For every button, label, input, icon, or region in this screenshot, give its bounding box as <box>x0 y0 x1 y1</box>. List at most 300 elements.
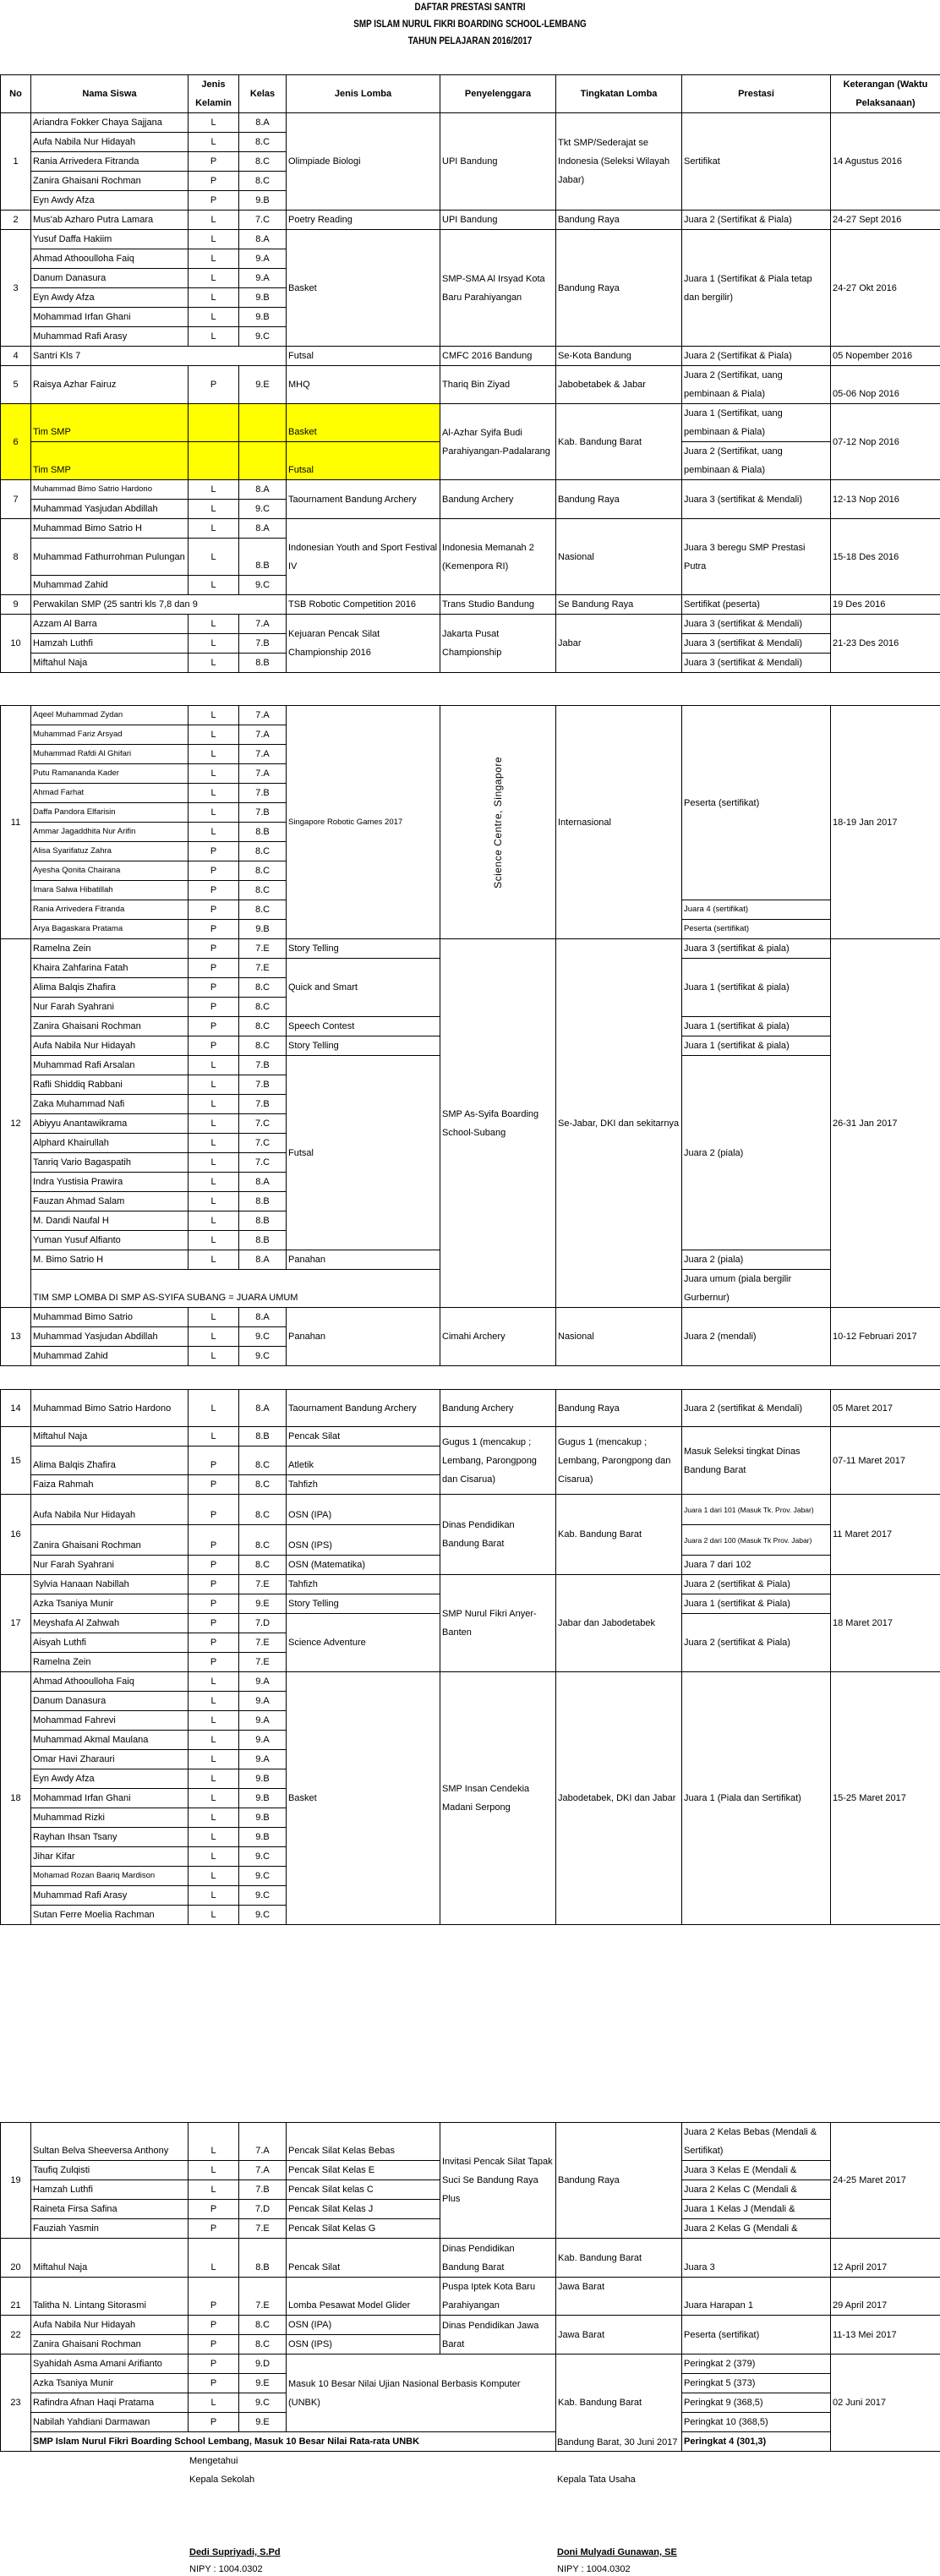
entry-no: 11 <box>1 706 31 939</box>
student-name: Alphard Khairullah <box>31 1134 189 1153</box>
student-name: Mus'ab Azharo Putra Lamara <box>31 211 189 230</box>
competition: Tahfizh <box>287 1475 440 1495</box>
achievement: Juara 1 Kelas J (Mendali & <box>682 2200 831 2219</box>
student-name: Ahmad Athooulloha Faiq <box>31 249 189 269</box>
student-name: Sultan Belva Sheeversa Anthony <box>31 2123 189 2161</box>
student-name: Ayesha Qonita Chairana <box>31 861 189 881</box>
entry-no: 6 <box>1 404 31 480</box>
student-gender: P <box>189 1525 239 1556</box>
student-gender <box>189 404 239 442</box>
student-name: Eyn Awdy Afza <box>31 1769 189 1789</box>
student-class: 9.A <box>239 1711 287 1731</box>
student-gender: P <box>189 1017 239 1036</box>
right-role: Kepala Tata Usaha <box>557 2475 636 2485</box>
student-class: 8.A <box>239 1308 287 1327</box>
student-name: Muhammad Fariz Arsyad <box>31 725 189 745</box>
entry-no: 7 <box>1 480 31 519</box>
student-class: 8.A <box>239 1173 287 1192</box>
achievement: Juara 2 Kelas Bebas (Mendali & Sertifikat) <box>682 2123 831 2161</box>
student-gender: L <box>189 725 239 745</box>
student-class: 8.A <box>239 1250 287 1270</box>
table-row <box>1 2354 940 2374</box>
student-gender: L <box>189 230 239 249</box>
student-gender: P <box>189 2335 239 2354</box>
student-name: Raineta Firsa Safina <box>31 2200 189 2219</box>
student-class: 8.C <box>239 1017 287 1036</box>
entry-no: 20 <box>1 2239 31 2278</box>
competition: Futsal <box>287 347 440 366</box>
entry-no: 17 <box>1 1575 31 1672</box>
academic-year: TAHUN PELAJARAN 2016/2017 <box>407 36 533 46</box>
student-gender: P <box>189 881 239 900</box>
organizer: Bandung Archery <box>440 1390 556 1427</box>
competition: Pencak Silat <box>287 2239 440 2278</box>
student-gender: L <box>189 2161 239 2180</box>
student-class: 9.C <box>239 500 287 519</box>
organizer: Gugus 1 (mencakup ; Lembang, Parongpong dan Cisarua) <box>440 1427 556 1495</box>
student-name: Fauziah Yasmin <box>31 2219 189 2239</box>
student-class: 8.A <box>239 519 287 539</box>
level: Kab. Bandung Barat <box>556 1495 682 1575</box>
student-gender: L <box>189 1075 239 1095</box>
date: 15-18 Des 2016 <box>831 519 940 595</box>
achievement: Juara 2 (mendali) <box>682 1308 831 1366</box>
student-class: 8.C <box>239 152 287 172</box>
student-class: 8.B <box>239 2239 287 2278</box>
competition: Story Telling <box>287 1036 440 1056</box>
student-gender: L <box>189 2393 239 2413</box>
achievement: Sertifikat (peserta) <box>682 595 831 615</box>
student-class: 9.E <box>239 2413 287 2432</box>
col-header-kelas: Kelas <box>239 75 287 113</box>
student-name: Muhammad Zahid <box>31 576 189 595</box>
competition: OSN (Matematika) <box>287 1556 440 1575</box>
competition: Tahfizh <box>287 1575 440 1594</box>
table-row <box>1 347 940 366</box>
student-class: 8.C <box>239 842 287 861</box>
student-class: 7.E <box>239 1653 287 1672</box>
student-name: Putu Ramananda Kader <box>31 764 189 784</box>
achievement: Juara 3 beregu SMP Prestasi Putra <box>682 519 831 595</box>
achievement: Sertifikat <box>682 113 831 211</box>
date: 11-13 Mei 2017 <box>831 2316 940 2354</box>
student-name: Muhammad Rizki <box>31 1808 189 1828</box>
student-class: 7.E <box>239 959 287 978</box>
student-class: 7.B <box>239 1075 287 1095</box>
student-gender: P <box>189 959 239 978</box>
achievement: Juara 1 (sertifikat & piala) <box>682 1036 831 1056</box>
student-class: 7.A <box>239 615 287 634</box>
left-nipy: NIPY : 1004.0302 <box>189 2564 263 2574</box>
student-class: 8.B <box>239 1427 287 1447</box>
competition: OSN (IPA) <box>287 2316 440 2335</box>
level: Se Bandung Raya <box>556 595 682 615</box>
entry-no: 16 <box>1 1495 31 1575</box>
student-gender: P <box>189 1594 239 1614</box>
date: 02 Juni 2017 <box>831 2354 940 2452</box>
student-class: 9.A <box>239 1692 287 1711</box>
organizer: Bandung Archery <box>440 480 556 519</box>
right-signatory <box>557 2547 677 2557</box>
achievement: Juara 2 (Sertifikat & Piala) <box>682 211 831 230</box>
achievement: Juara 1 dari 101 (Masuk Tk. Prov. Jabar) <box>682 1495 831 1525</box>
competition: Pencak Silat Kelas G <box>287 2219 440 2239</box>
student-name: Mohammad Fahrevi <box>31 1711 189 1731</box>
competition: Pencak Silat Kelas Bebas <box>287 2123 440 2161</box>
student-gender: L <box>189 1153 239 1173</box>
student-name: Alisa Syarifatuz Zahra <box>31 842 189 861</box>
student-class: 8.C <box>239 1475 287 1495</box>
right-nipy: NIPY : 1004.0302 <box>557 2564 631 2574</box>
achievement: Juara 1 (sertifikat & piala) <box>682 959 831 1017</box>
organizer: Al-Azhar Syifa Budi Parahiyangan-Padalarang <box>440 404 556 480</box>
table-row <box>1 939 940 959</box>
competition: Pencak Silat <box>287 1427 440 1447</box>
left-role: Kepala Sekolah <box>189 2475 255 2485</box>
table-row <box>1 1427 940 1447</box>
achievement: Juara 3 (sertifikat & Mendali) <box>682 634 831 654</box>
student-gender: L <box>189 1134 239 1153</box>
table-row <box>1 2123 940 2161</box>
organizer: Jakarta Pusat Championship <box>440 615 556 673</box>
organizer: SMP As-Syifa Boarding School-Subang <box>440 939 556 1308</box>
student-class: 9.E <box>239 2374 287 2393</box>
level: Jabobetabek & Jabar <box>556 366 682 404</box>
student-gender: P <box>189 366 239 404</box>
student-class: 7.B <box>239 2180 287 2200</box>
level: Nasional <box>556 519 682 595</box>
student-gender: L <box>189 576 239 595</box>
table-row <box>1 2278 940 2316</box>
entry-no: 19 <box>1 2123 31 2239</box>
student-name: Eyn Awdy Afza <box>31 191 189 211</box>
student-name: Miftahul Naja <box>31 1427 189 1447</box>
student-class: 9.B <box>239 1789 287 1808</box>
entry-no: 2 <box>1 211 31 230</box>
achievement: Juara 2 (Sertifikat, uang pembinaan & Piala) <box>682 442 831 480</box>
student-gender: L <box>189 133 239 152</box>
student-gender: P <box>189 191 239 211</box>
student-name: Azka Tsaniya Munir <box>31 2374 189 2393</box>
competition: Masuk 10 Besar Nilai Ujian Nasional Berbasis Komputer (UNBK) <box>287 2354 556 2432</box>
student-class: 8.B <box>239 539 287 576</box>
student-name: Fauzan Ahmad Salam <box>31 1192 189 1211</box>
student-name: Syahidah Asma Amani Arifianto <box>31 2354 189 2374</box>
student-class: 7.E <box>239 1575 287 1594</box>
entry-no: 5 <box>1 366 31 404</box>
level: Se-Jabar, DKI dan sekitarnya <box>556 939 682 1308</box>
summary-text: TIM SMP LOMBA DI SMP AS-SYIFA SUBANG = JUARA UMUM <box>31 1270 440 1308</box>
student-gender: L <box>189 1173 239 1192</box>
table-row <box>1 706 940 725</box>
achievement: Masuk Seleksi tingkat Dinas Bandung Barat <box>682 1427 831 1495</box>
student-name: Mohammad Irfan Ghani <box>31 1789 189 1808</box>
achievement: Juara 3 (sertifikat & Mendali) <box>682 654 831 673</box>
table-row <box>1 230 940 249</box>
student-name: Hamzah Luthfi <box>31 2180 189 2200</box>
student-name: Indra Yustisia Prawira <box>31 1173 189 1192</box>
student-name: Tim SMP <box>31 442 189 480</box>
student-class: 9.C <box>239 576 287 595</box>
student-name: Miftahul Naja <box>31 654 189 673</box>
student-gender: L <box>189 823 239 842</box>
student-gender: L <box>189 308 239 327</box>
student-gender: P <box>189 1475 239 1495</box>
level: Kab. Bandung Barat <box>556 2354 682 2452</box>
student-name: Yusuf Daffa Hakiim <box>31 230 189 249</box>
student-name: Muhammad Bimo Satrio Hardono <box>31 1390 189 1427</box>
student-gender: L <box>189 1231 239 1250</box>
student-name: Sutan Ferre Moelia Rachman <box>31 1906 189 1925</box>
level: Jabodetabek, DKI dan Jabar <box>556 1672 682 1925</box>
achievement: Juara 2 (piala) <box>682 1250 831 1270</box>
student-name: Muhammad Yasjudan Abdillah <box>31 1327 189 1347</box>
achievement: Juara 3 Kelas E (Mendali & <box>682 2161 831 2180</box>
student-class: 8.B <box>239 1211 287 1231</box>
table-row <box>1 480 940 500</box>
student-name: Miftahul Naja <box>31 2239 189 2278</box>
student-class: 7.E <box>239 939 287 959</box>
competition: Panahan <box>287 1308 440 1366</box>
student-gender: L <box>189 288 239 308</box>
entry-no: 10 <box>1 615 31 673</box>
competition: Atletik <box>287 1447 440 1475</box>
school-name: SMP ISLAM NURUL FIKRI BOARDING SCHOOL-LEMBANG <box>353 19 587 30</box>
student-gender: L <box>189 1672 239 1692</box>
student-class: 9.C <box>239 1867 287 1886</box>
level: Jawa Barat <box>556 2316 682 2354</box>
student-gender: P <box>189 2413 239 2432</box>
student-class: 9.C <box>239 327 287 347</box>
student-name: Nur Farah Syahrani <box>31 998 189 1017</box>
achievement: Juara 2 (piala) <box>682 1056 831 1250</box>
date: 29 April 2017 <box>831 2278 940 2316</box>
student-class: 9.D <box>239 2354 287 2374</box>
date: 24-25 Maret 2017 <box>831 2123 940 2239</box>
competition: OSN (IPA) <box>287 1495 440 1525</box>
competition: Quick and Smart <box>287 959 440 1017</box>
student-name: Talitha N. Lintang Sitorasmi <box>31 2278 189 2316</box>
student-name: Zanira Ghaisani Rochman <box>31 2335 189 2354</box>
student-gender: L <box>189 1731 239 1750</box>
achievement: Juara 1 (sertifikat & piala) <box>682 1017 831 1036</box>
table-row <box>1 595 940 615</box>
table-row <box>1 1308 940 1327</box>
student-class: 7.A <box>239 2161 287 2180</box>
student-gender: L <box>189 327 239 347</box>
level: Kab. Bandung Barat <box>556 2239 682 2278</box>
competition: Olimpiade Biologi <box>287 113 440 211</box>
competition: Taournament Bandung Archery <box>287 480 440 519</box>
table-row <box>1 519 940 539</box>
student-name: Danum Danasura <box>31 1692 189 1711</box>
organizer: Indonesia Memanah 2 (Kemenpora RI) <box>440 519 556 595</box>
summary-text: SMP Islam Nurul Fikri Boarding School Lembang, Masuk 10 Besar Nilai Rata-rata UNBK <box>31 2432 556 2452</box>
student-class: 9.E <box>239 366 287 404</box>
student-gender: P <box>189 842 239 861</box>
student-name: Aisyah Luthfi <box>31 1633 189 1653</box>
table-row <box>1 2432 940 2452</box>
student-class: 7.C <box>239 1134 287 1153</box>
entry-no: 23 <box>1 2354 31 2452</box>
organizer: Thariq Bin Ziyad <box>440 366 556 404</box>
student-gender: P <box>189 1614 239 1633</box>
level: Bandung Raya <box>556 2123 682 2239</box>
student-gender: L <box>189 1906 239 1925</box>
student-name: Azzam Al Barra <box>31 615 189 634</box>
student-name: Azka Tsaniya Munir <box>31 1594 189 1614</box>
achievement-table-part-1 <box>0 74 940 673</box>
date: 18 Maret 2017 <box>831 1575 940 1672</box>
competition: Pencak Silat Kelas E <box>287 2161 440 2180</box>
student-class: 9.C <box>239 2393 287 2413</box>
competition: Basket <box>287 1672 440 1925</box>
student-gender: L <box>189 1347 239 1366</box>
date: 05 Nopember 2016 <box>831 347 940 366</box>
student-gender: L <box>189 211 239 230</box>
student-class: 8.C <box>239 1556 287 1575</box>
competition: MHQ <box>287 366 440 404</box>
competition: Futsal <box>287 442 440 480</box>
student-name: Ariandra Fokker Chaya Sajjana <box>31 113 189 133</box>
student-name: Aufa Nabila Nur Hidayah <box>31 133 189 152</box>
col-header-jenis-kelamin: Jenis Kelamin <box>189 75 239 113</box>
entry-no: 18 <box>1 1672 31 1925</box>
level: Gugus 1 (mencakup ; Lembang, Parongpong dan Cisarua) <box>556 1427 682 1495</box>
student-name: Hamzah Luthfi <box>31 634 189 654</box>
student-class: 7.E <box>239 2278 287 2316</box>
student-gender: P <box>189 978 239 998</box>
student-name: Muhammad Rafi Arasy <box>31 1886 189 1906</box>
student-gender: P <box>189 2219 239 2239</box>
student-gender: P <box>189 2278 239 2316</box>
organizer: CMFC 2016 Bandung <box>440 347 556 366</box>
student-gender: P <box>189 1495 239 1525</box>
student-name: Aufa Nabila Nur Hidayah <box>31 1495 189 1525</box>
competition: Lomba Pesawat Model Glider <box>287 2278 440 2316</box>
date: 05-06 Nop 2016 <box>831 366 940 404</box>
student-gender: P <box>189 861 239 881</box>
student-class: 9.B <box>239 920 287 939</box>
student-gender: L <box>189 519 239 539</box>
student-class: 9.C <box>239 1847 287 1867</box>
student-name: Raisya Azhar Fairuz <box>31 366 189 404</box>
mengetahui-label: Mengetahui <box>189 2456 238 2466</box>
date: 12-13 Nop 2016 <box>831 480 940 519</box>
achievement: Juara 2 (sertifikat & Piala) <box>682 1614 831 1672</box>
entry-no: 8 <box>1 519 31 595</box>
entry-no: 21 <box>1 2278 31 2316</box>
student-gender: L <box>189 803 239 823</box>
student-name: Muhammad Rafi Arasy <box>31 327 189 347</box>
competition: Basket <box>287 230 440 347</box>
student-class: 8.C <box>239 978 287 998</box>
student-gender: L <box>189 1808 239 1828</box>
competition: Story Telling <box>287 1594 440 1614</box>
level: Se-Kota Bandung <box>556 347 682 366</box>
student-gender: L <box>189 1192 239 1211</box>
entry-no: 9 <box>1 595 31 615</box>
student-gender: L <box>189 654 239 673</box>
date: 18-19 Jan 2017 <box>831 706 940 939</box>
student-class: 7.C <box>239 211 287 230</box>
student-name: Zanira Ghaisani Rochman <box>31 1017 189 1036</box>
student-name: Muhammad Bimo Satrio <box>31 1308 189 1327</box>
student-class: 9.B <box>239 1769 287 1789</box>
student-class: 9.B <box>239 1808 287 1828</box>
student-name: Abiyyu Anantawikrama <box>31 1114 189 1134</box>
student-name: Ramelna Zein <box>31 1653 189 1672</box>
student-name: Imara Salwa Hibatillah <box>31 881 189 900</box>
student-class: 8.B <box>239 1192 287 1211</box>
student-gender: L <box>189 1692 239 1711</box>
achievement: Peringkat 5 (373) <box>682 2374 831 2393</box>
organizer: UPI Bandung <box>440 113 556 211</box>
organizer: Puspa Iptek Kota Baru Parahiyangan <box>440 2278 556 2316</box>
student-gender: P <box>189 1447 239 1475</box>
left-signatory-name: Dedi Supriyadi, S.Pd <box>189 2547 281 2557</box>
student-name: Eyn Awdy Afza <box>31 288 189 308</box>
student-gender: L <box>189 1056 239 1075</box>
student-gender: P <box>189 1036 239 1056</box>
student-gender: L <box>189 706 239 725</box>
level: Nasional <box>556 1308 682 1366</box>
student-class: 8.A <box>239 480 287 500</box>
student-class: 7.D <box>239 2200 287 2219</box>
table-row <box>1 211 940 230</box>
student-gender: L <box>189 1114 239 1134</box>
organizer: Trans Studio Bandung <box>440 595 556 615</box>
student-class: 7.A <box>239 706 287 725</box>
student-class: 7.C <box>239 1114 287 1134</box>
student-class: 8.A <box>239 230 287 249</box>
student-gender: L <box>189 745 239 764</box>
competition: Panahan <box>287 1250 440 1270</box>
table-row <box>1 2239 940 2278</box>
student-gender: L <box>189 2180 239 2200</box>
achievement: Juara 2 (sertifikat & Mendali) <box>682 1390 831 1427</box>
level: Bandung Raya <box>556 211 682 230</box>
date: 24-27 Okt 2016 <box>831 230 940 347</box>
student-gender: L <box>189 1308 239 1327</box>
competition: Science Adventure <box>287 1614 440 1672</box>
student-gender: L <box>189 1211 239 1231</box>
competition: TSB Robotic Competition 2016 <box>287 595 440 615</box>
competition: Speech Contest <box>287 1017 440 1036</box>
entry-no: 22 <box>1 2316 31 2354</box>
student-gender: L <box>189 1789 239 1808</box>
student-gender: L <box>189 1327 239 1347</box>
student-name: Faiza Rahmah <box>31 1475 189 1495</box>
student-name: Muhammad Fathurrohman Pulungan <box>31 539 189 576</box>
student-name: Rania Arrivedera Fitranda <box>31 900 189 920</box>
student-name: Omar Havi Zharauri <box>31 1750 189 1769</box>
student-class: 8.C <box>239 1495 287 1525</box>
student-name: Rafli Shiddiq Rabbani <box>31 1075 189 1095</box>
entry-no: 13 <box>1 1308 31 1366</box>
entry-no: 12 <box>1 939 31 1308</box>
student-gender: L <box>189 1750 239 1769</box>
student-name: Alima Balqis Zhafira <box>31 978 189 998</box>
student-name: Tim SMP <box>31 404 189 442</box>
student-class: 8.C <box>239 2316 287 2335</box>
level: Bandung Raya <box>556 1390 682 1427</box>
table-header-row <box>1 75 940 113</box>
achievement: Juara 3 (sertifikat & piala) <box>682 939 831 959</box>
table-row <box>1 404 940 442</box>
student-class: 9.A <box>239 1750 287 1769</box>
student-name: Muhammad Bimo Satrio Hardono <box>31 480 189 500</box>
